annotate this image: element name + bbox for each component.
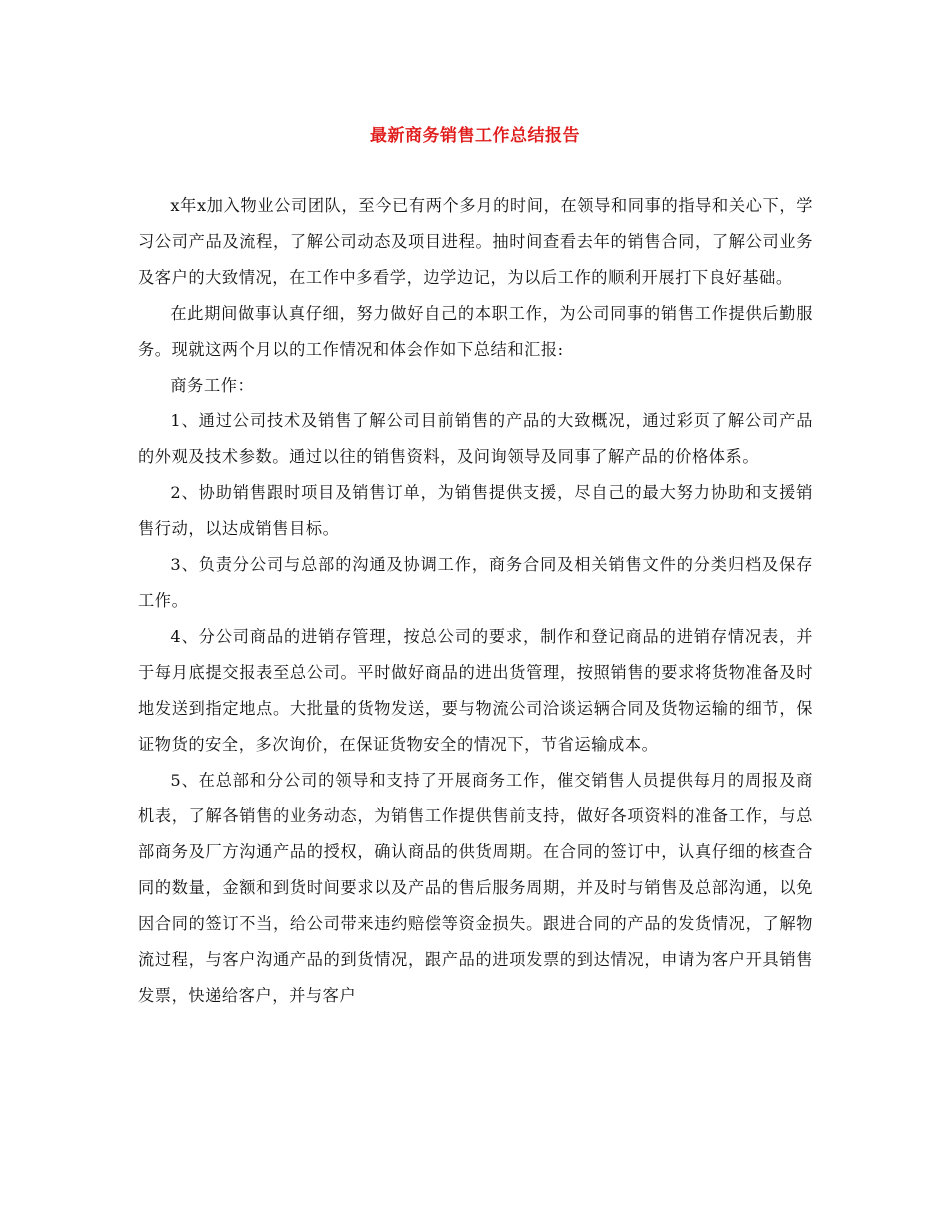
list-item-3: 3、负责分公司与总部的沟通及协调工作，商务合同及相关销售文件的分类归档及保存工作。	[138, 555, 813, 610]
paragraph-intro: x年x加入物业公司团队，至今已有两个多月的时间，在领导和同事的指导和关心下，学习公司产品及流程，了解公司动态及项目进程。抽时间查看去年的销售合同，了解公司业务及客户的大致情况，在工作中多看学，边学边记，为以后工作的顺利开展打下良好基础。	[138, 196, 813, 287]
list-item-5: 5、在总部和分公司的领导和支持了开展商务工作，催交销售人员提供每月的周报及商机表，了解各销售的业务动态，为销售工作提供售前支持，做好各项资料的准备工作，与总部商务及厂方沟通产品的授权，确认商品的供货周期。在合同的签订中，认真仔细的核查合同的数量，金额和到货时间要求以及产品的售后服务周期，并及时与销售及总部沟通，以免因合同的签订不当，给公司带来违约赔偿等资金损失。跟进合同的产品的发货情况，了解物流过程，与客户沟通产品的到货情况，跟产品的进项发票的到达情况，申请为客户开具销售发票，快递给客户，并与客户	[138, 770, 813, 1005]
document-body	[138, 188, 813, 1014]
document-title: 最新商务销售工作总结报告	[370, 126, 580, 146]
section-heading-business: 商务工作：	[170, 375, 255, 395]
list-item-1: 1、通过公司技术及销售了解公司目前销售的产品的大致概况，通过彩页了解公司产品的外观及技术参数。通过以往的销售资料，及问询领导及同事了解产品的价格体系。	[138, 411, 813, 467]
paragraph-summary: 在此期间做事认真仔细，努力做好自己的本职工作，为公司同事的销售工作提供后勤服务。现就这两个月以的工作情况和体会作如下总结和汇报:	[138, 303, 813, 359]
list-item-4: 4、分公司商品的进销存管理，按总公司的要求，制作和登记商品的进销存情况表，并于每月底提交报表至总公司。平时做好商品的进出货管理，按照销售的要求将货物准备及时地发送到指定地点。大批量的货物发送，要与物流公司洽谈运辆合同及货物运输的细节，保证物货的安全，多次询价，在保证货物安全的情况下，节省运输成本。	[138, 626, 813, 754]
list-item-2: 2、协助销售跟时项目及销售订单，为销售提供支援，尽自己的最大努力协助和支援销售行动，以达成销售目标。	[138, 483, 813, 539]
